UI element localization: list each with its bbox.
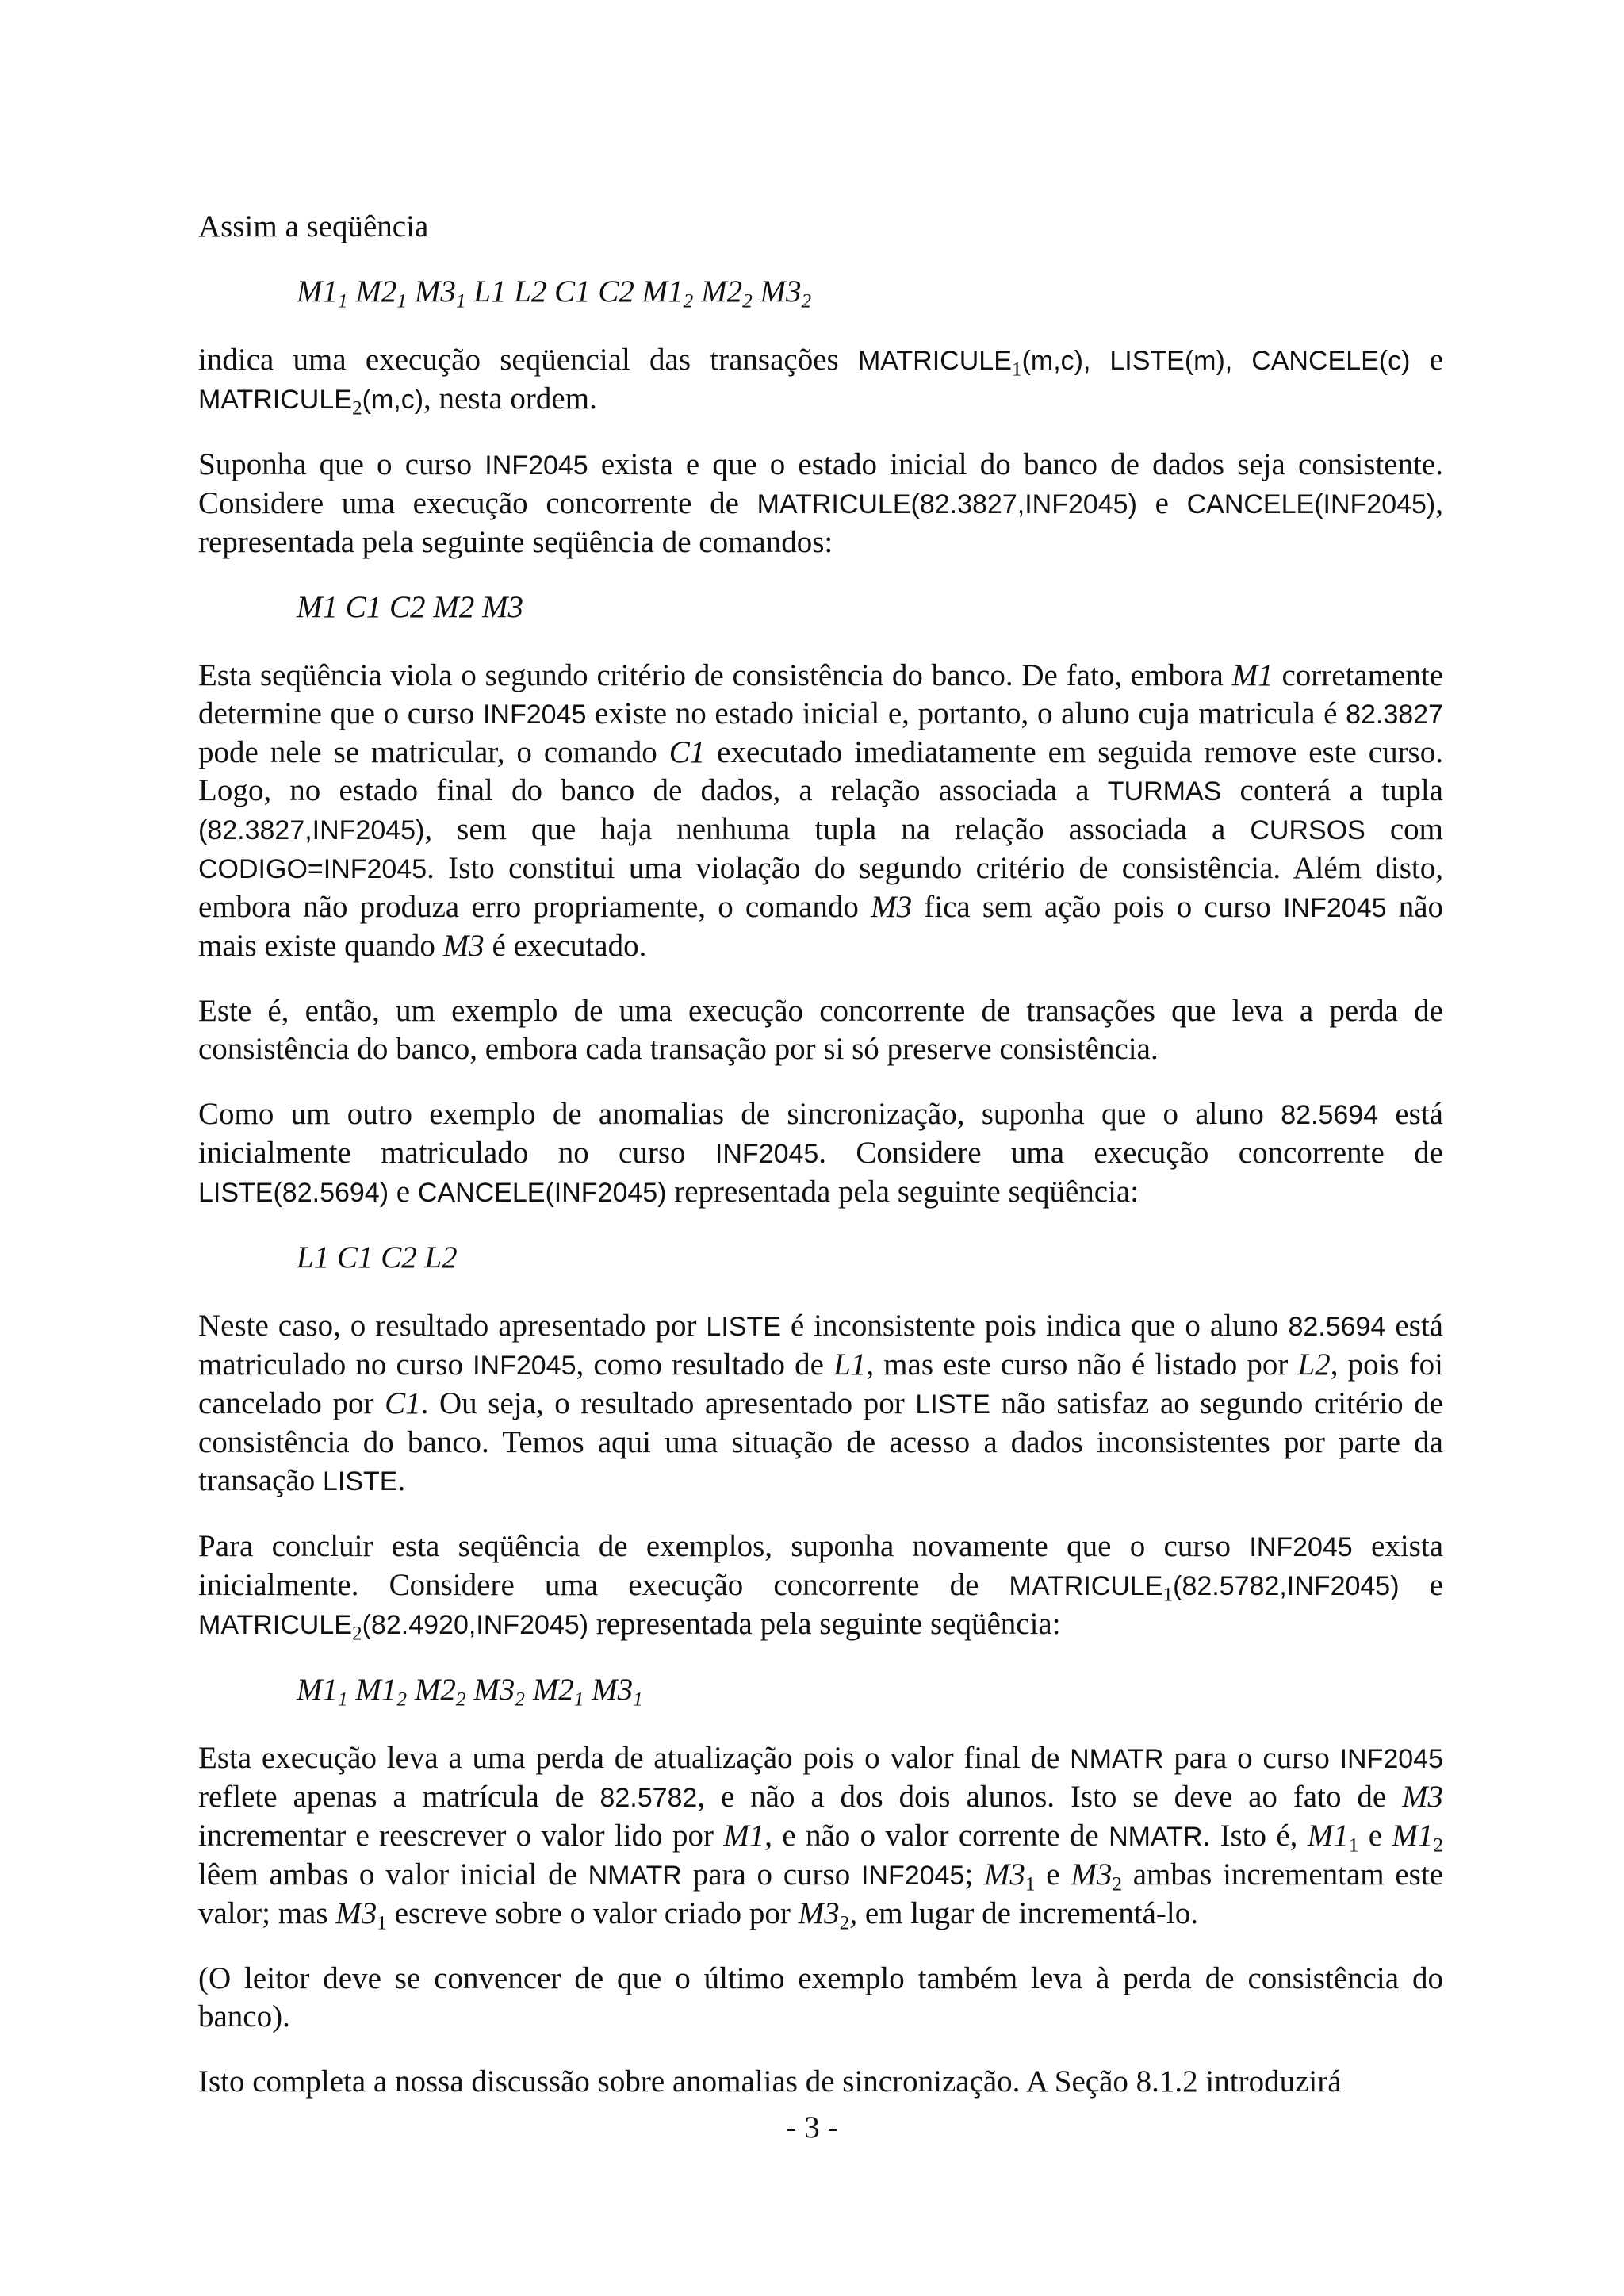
italic-term: M1 [1392,1819,1434,1853]
code-term: (m,c), LISTE(m), CANCELE(c) [1021,346,1411,376]
paragraph [198,446,1443,562]
text-run: M2 [693,274,743,309]
subscript: 1 [1011,358,1022,381]
paragraph [198,1307,1443,1501]
italic-term: M3 [798,1896,840,1930]
code-term: LISTE(82.5694) [198,1178,389,1208]
text-run: Como um outro exemplo de anomalias de sincronização, suponha que o aluno [198,1097,1281,1131]
paragraph [198,2063,1443,2101]
paragraph [198,208,1443,246]
subscript: 1 [573,1688,584,1711]
text-run: M3 [465,1673,515,1707]
command-sequence [297,1671,1443,1709]
paragraph [198,1527,1443,1644]
text-run: em lugar de incrementá-lo. [857,1896,1198,1930]
text-run: M1 C1 C2 M2 M3 [297,590,523,624]
subscript: 2 [742,289,753,312]
text-run: ambas incrementam este valor; mas [198,1857,1443,1930]
code-term: MATRICULE [857,346,1012,376]
text-run: fica sem ação pois o curso [912,890,1284,924]
code-term: NMATR [588,1861,682,1891]
subscript: 2 [396,1688,408,1711]
text-run: exista e que o estado inicial do banco de dados seja consistente. Considere uma execução concorrente de [198,447,1443,520]
code-term: MATRICULE [198,385,352,415]
code-term: LISTE [323,1466,398,1497]
text-run: incrementar e reescrever o valor lido por [198,1819,724,1853]
text-run: M3 [407,274,456,309]
text-run: . Isto constitui uma violação do segundo critério de consistência. Além disto, embora não produza erro propriamente, o comando [198,851,1443,924]
code-term: LISTE [706,1312,781,1342]
text-run: escreve sobre o valor criado por [386,1896,799,1930]
code-term: CODIGO=INF2045 [198,854,427,884]
subscript: 1 [338,289,348,312]
subscript: 2 [351,1622,362,1645]
text-run: Isto completa a nossa discussão sobre anomalias de sincronização. A Seção 8.1.2 introduzirá [198,2064,1342,2099]
subscript: 1 [455,289,466,312]
text-run: , e não o valor corrente de [764,1819,1109,1853]
text-run: ; [964,1857,984,1892]
subscript: 2 [839,1911,850,1934]
text-run: executado imediatamente em seguida remove este curso. Logo, no estado final do banco de dados, a relação associada a [198,735,1443,807]
text-run: e [389,1175,418,1209]
subscript: 1 [1162,1583,1174,1606]
text-run: exista inicialmente. Considere uma execução concorrente de [198,1529,1443,1602]
text-run: e [1399,1568,1443,1602]
text-run: reflete apenas a matrícula de [198,1780,600,1814]
text-run: e [1358,1819,1392,1853]
text-run: , e não a dos dois alunos. Isto se deve ao fato de [697,1780,1402,1814]
italic-term: M3 [1071,1857,1113,1892]
command-sequence [297,1239,1443,1277]
code-term: 82.5694 [1281,1100,1379,1130]
code-term: INF2045 [860,1861,965,1891]
subscript: 2 [801,289,812,312]
code-term: MATRICULE [1009,1571,1163,1601]
text-run: M1 [297,1673,338,1707]
text-run: M3 [752,274,802,309]
italic-term: M3 [1402,1780,1443,1814]
text-run: indica uma execução seqüencial das transações [198,343,858,377]
text-run: não mais existe quando [198,890,1444,963]
subscript: 2 [351,397,362,420]
code-term: LISTE [915,1389,990,1420]
code-term: (82.3827,INF2045) [198,815,425,845]
text-run: . Ou seja, o resultado apresentado por [420,1386,916,1420]
text-run: e [1035,1857,1071,1892]
text-run: e [1136,486,1187,520]
italic-term: M3 [983,1857,1025,1892]
text-run: corretamente determine que o curso [198,658,1444,730]
text-run: L1 C1 C2 L2 [297,1240,458,1274]
text-run: . [397,1463,406,1497]
subscript: 1 [396,289,408,312]
code-term: INF2045 [714,1139,819,1169]
code-term: CANCELE(INF2045) [417,1178,667,1208]
subscript: 1 [377,1911,387,1934]
text-run: representada pela seguinte seqüência: [666,1175,1139,1209]
text-run: Suponha que o curso [198,447,485,481]
code-term: INF2045 [473,1351,576,1381]
code-term: INF2045 [1283,893,1387,923]
code-term: MATRICULE [198,1610,352,1640]
text-run: pode nele se matricular, o comando [198,735,669,769]
code-term: NMATR [1070,1744,1164,1774]
text-run: L1 L2 C1 C2 M1 [465,274,684,309]
paragraph [198,1960,1443,2036]
paragraph [198,1739,1443,1933]
subscript: 1 [633,1688,643,1711]
italic-term: M3 [871,890,913,924]
code-term: NMATR [1109,1822,1203,1852]
italic-term: C1 [385,1386,421,1420]
code-term: MATRICULE(82.3827,INF2045) [756,489,1137,519]
paragraph [198,992,1443,1068]
text-run: lêem ambas o valor inicial de [198,1857,588,1892]
text-run: M1 [347,1673,397,1707]
text-run: representada pela seguinte seqüência: [588,1607,1061,1641]
text-run: com [1365,812,1443,846]
text-run: é executado. [484,929,647,963]
text-run: é inconsistente pois indica que o aluno [780,1309,1289,1343]
text-run: , como resultado de [576,1347,834,1382]
italic-term: L1 [833,1347,867,1382]
italic-term: , [849,1896,858,1930]
paragraph [198,1095,1443,1212]
text-run: , nesta ordem. [423,381,597,416]
code-term: 82.5782 [599,1783,698,1813]
text-run: está matriculado no curso [198,1309,1443,1382]
subscript: 1 [1348,1834,1359,1857]
code-term: CURSOS [1250,815,1365,845]
text-run: . Isto é, [1202,1819,1308,1853]
italic-term: M1 [1231,658,1274,692]
text-run: M2 [407,1673,456,1707]
text-run: existe no estado inicial e, portanto, o aluno cuja matricula é [586,696,1346,730]
text-run: Este é, então, um exemplo de uma execução concorrente de transações que leva a perda de consistência do banco, embora cada transação por si só preserve consistência. [198,994,1443,1066]
command-sequence [297,588,1443,627]
text-run: para o curso [681,1857,861,1892]
code-term: INF2045 [485,450,588,481]
text-run: não satisfaz ao segundo critério de consistência do banco. Temos aqui uma situação de acesso a dados inconsistentes por parte da transação [198,1386,1444,1497]
text-run: Assim a seqüência [198,209,429,243]
subscript: 1 [338,1688,348,1711]
text-run: (O leitor deve se convencer de que o último exemplo também leva à perda de consistência do banco). [198,1961,1443,2033]
italic-term: C1 [668,735,706,769]
subscript: 2 [1433,1834,1444,1857]
code-term: 82.5694 [1288,1312,1386,1342]
subscript: 2 [1112,1872,1122,1895]
italic-term: M1 [723,1819,765,1853]
code-term: INF2045 [482,700,587,730]
subscript: 2 [515,1688,525,1711]
subscript: 2 [455,1688,466,1711]
text-run: , mas este curso não é listado por [866,1347,1298,1382]
code-term: CANCELE(INF2045) [1186,489,1436,519]
text-run: , pois foi cancelado por [198,1347,1444,1420]
code-term: (m,c) [362,385,424,415]
command-sequence [297,273,1443,311]
text-run: Esta execução leva a uma perda de atualização pois o valor final de [198,1741,1071,1775]
text-run: , sem que haja nenhuma tupla na relação associada a [424,812,1251,846]
italic-term: M1 [1307,1819,1349,1853]
italic-term: L2 [1297,1347,1331,1382]
text-run: M2 [524,1673,574,1707]
text-run: M3 [584,1673,634,1707]
text-run: está inicialmente matriculado no curso [198,1097,1443,1170]
text-run: Esta seqüência viola o segundo critério de consistência do banco. De fato, embora [198,658,1232,692]
italic-term: M3 [442,929,485,963]
page-number: - 3 - [786,2110,838,2145]
paragraph [198,657,1443,965]
code-term: (82.5782,INF2045) [1173,1571,1400,1601]
code-term: (82.4920,INF2045) [362,1610,589,1640]
text-run: e [1410,343,1444,377]
text-run: M2 [347,274,397,309]
text-run: , representada pela seguinte seqüência de comandos: [198,486,1443,559]
code-term: INF2045 [1249,1532,1353,1562]
code-term: INF2045 [1339,1744,1443,1774]
text-run: . Considere uma execução concorrente de [818,1136,1443,1170]
subscript: 2 [683,289,694,312]
code-term: TURMAS [1107,776,1222,807]
subscript: 1 [1025,1872,1036,1895]
document-body [198,208,1443,2128]
text-run: conterá a tupla [1221,773,1443,807]
code-term: 82.3827 [1346,700,1443,730]
text-run: Para concluir esta seqüência de exemplos, suponha novamente que o curso [198,1529,1250,1563]
paragraph [198,341,1443,419]
text-run: para o curso [1163,1741,1340,1775]
text-run: M1 [297,274,338,309]
text-run: Neste caso, o resultado apresentado por [198,1309,707,1343]
italic-term: M3 [335,1896,377,1930]
